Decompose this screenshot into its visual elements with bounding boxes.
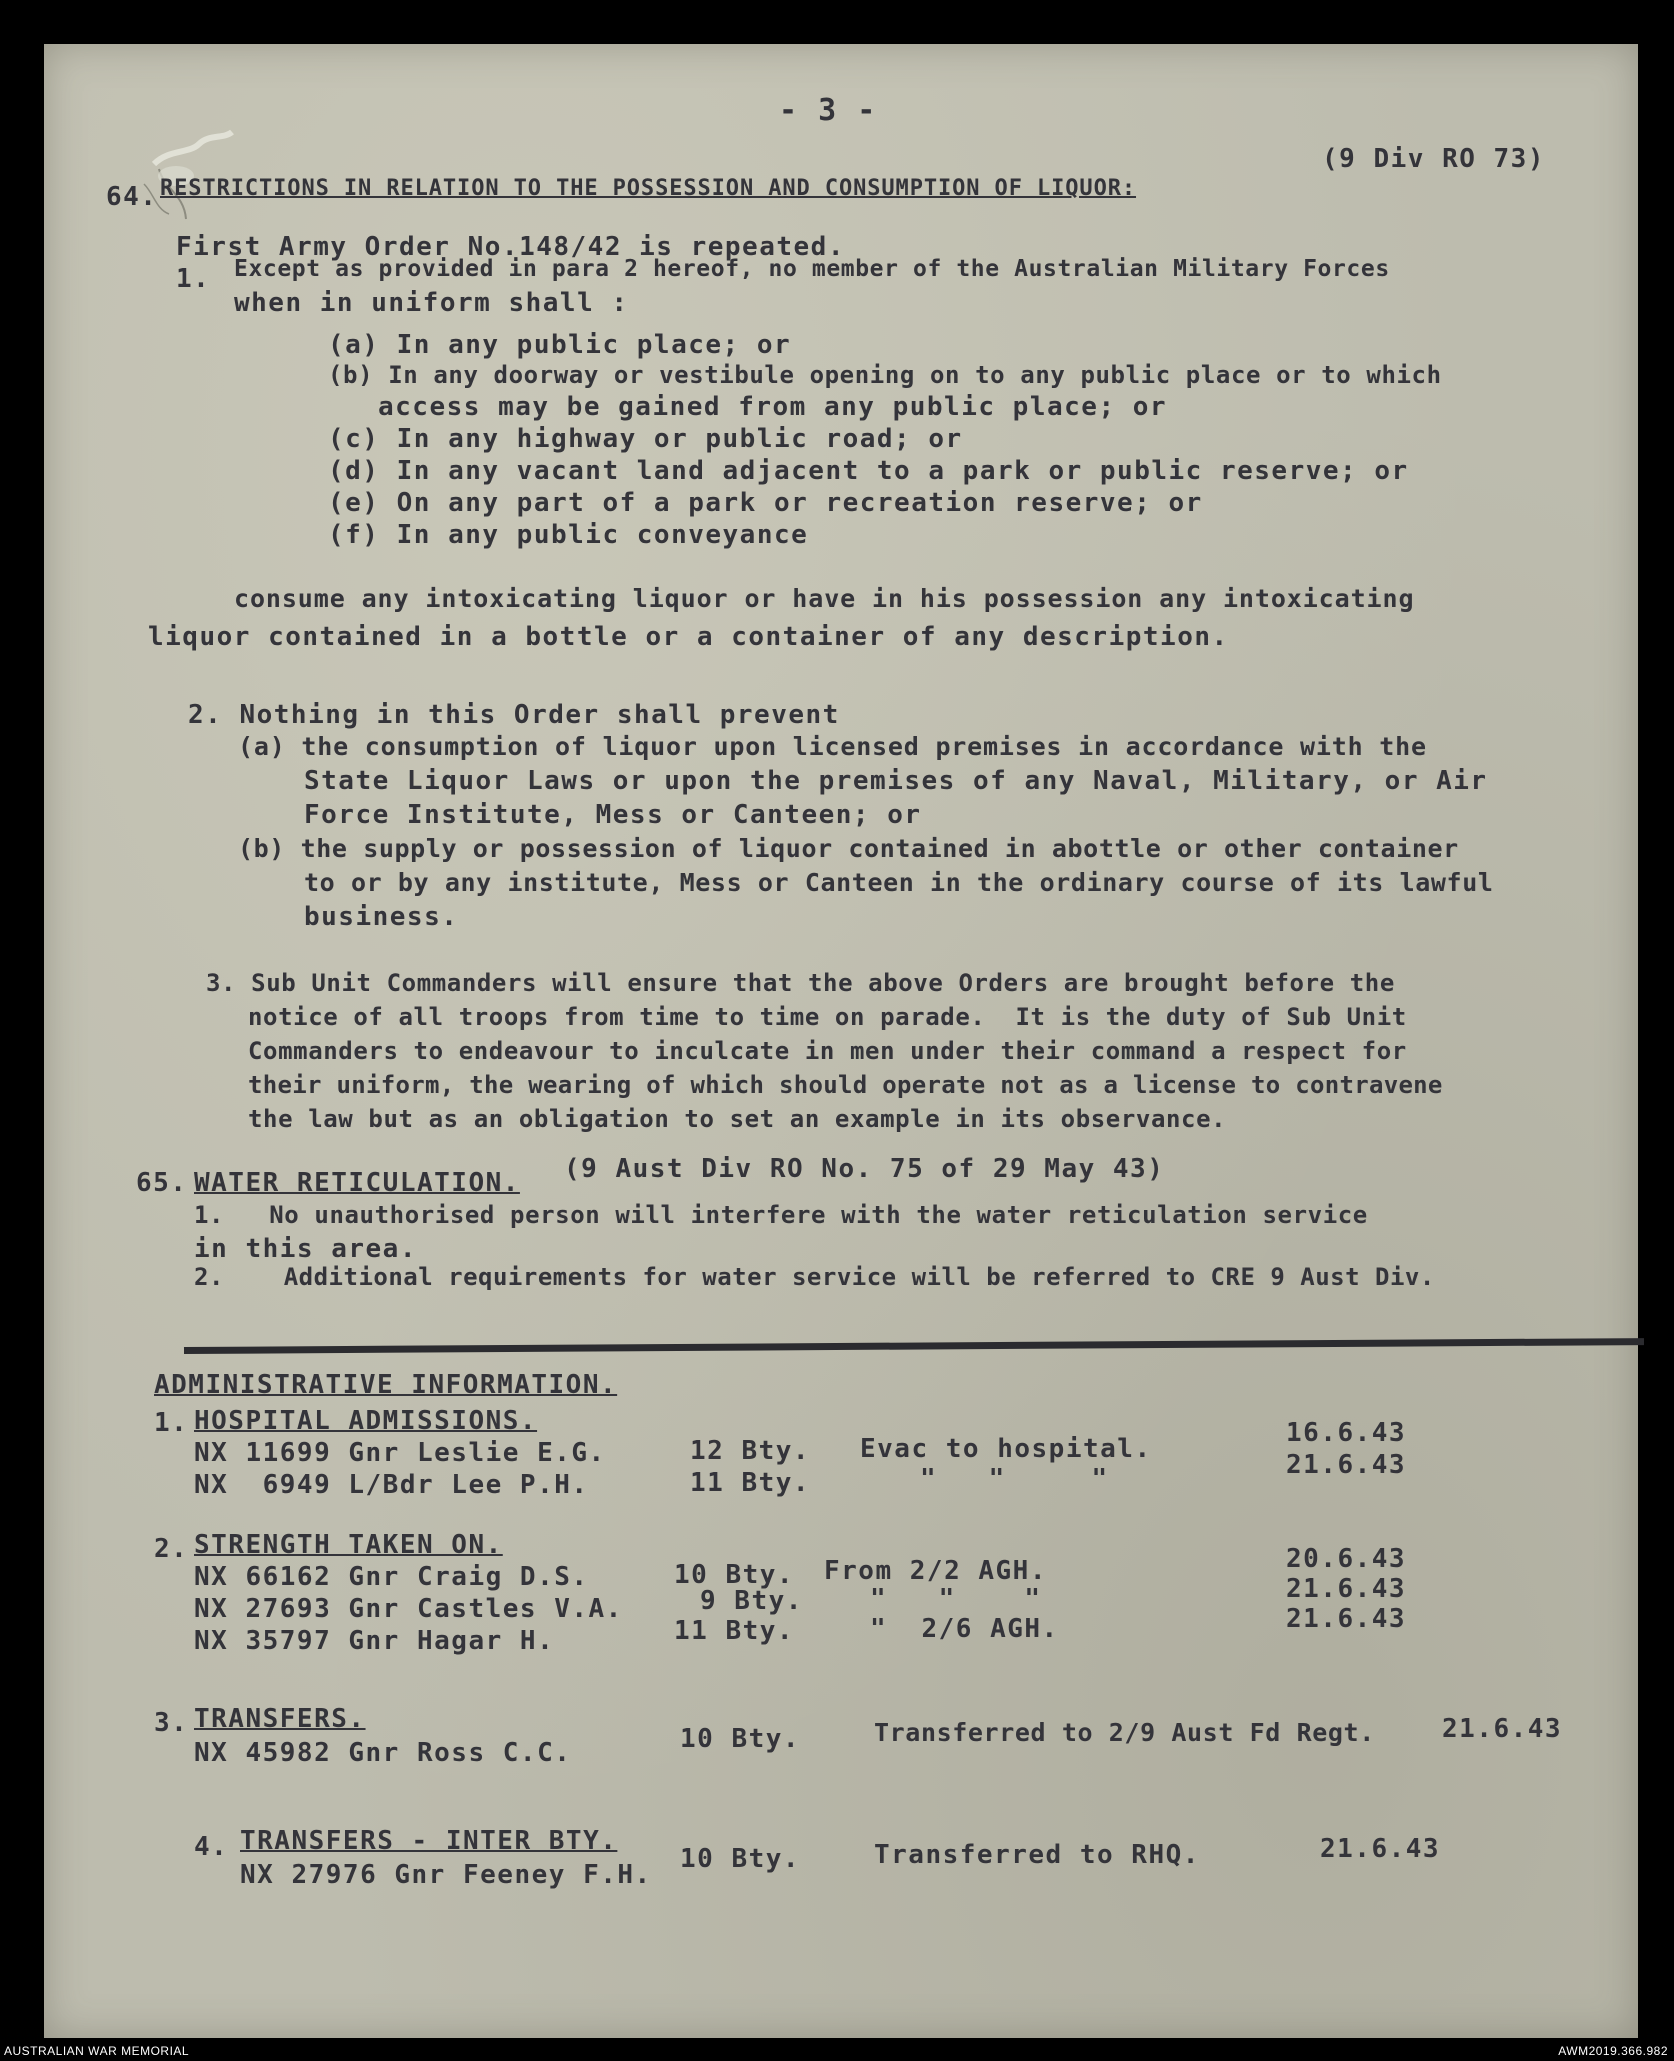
item-64-para2-b2: to or by any institute, Mess or Canteen in the ordinary course of its lawful — [304, 868, 1494, 897]
admin-s4-r0-name: NX 27976 Gnr Feeney F.H. — [240, 1860, 652, 1890]
item-64-para3-line4: their uniform, the wearing of which should operate not as a license to contravene — [248, 1071, 1443, 1099]
admin-s4-number: 4. — [194, 1832, 229, 1862]
document-page — [44, 44, 1638, 2038]
item-64-para1-number: 1. — [176, 264, 211, 294]
admin-s2-title: STRENGTH TAKEN ON. — [194, 1530, 503, 1560]
item-64-para3-line2: notice of all troops from time to time on parade. It is the duty of Sub Unit — [248, 1003, 1407, 1031]
item-64-intro: First Army Order No.148/42 is repeated. — [176, 232, 845, 262]
item-64-para2-b1: (b) the supply or possession of liquor contained in abottle or other container — [238, 834, 1459, 863]
admin-s2-r0-action: From 2/2 AGH. — [824, 1556, 1047, 1586]
admin-s1-number: 1. — [154, 1408, 189, 1438]
item-65-line3: 2. Additional requirements for water service will be referred to CRE 9 Aust Div. — [194, 1263, 1435, 1291]
admin-s1-r1-action: " " " — [920, 1464, 1109, 1494]
item-64-para2-a3: Force Institute, Mess or Canteen; or — [304, 800, 922, 830]
item-64-number: 64. — [106, 182, 158, 212]
item-65-number: 65. — [136, 1168, 188, 1198]
item-64-para2-heading: 2. Nothing in this Order shall prevent — [188, 700, 840, 730]
admin-s2-r1-name: NX 27693 Gnr Castles V.A. — [194, 1594, 623, 1624]
item-64-para2-a1: (a) the consumption of liquor upon licensed premises in accordance with the — [238, 732, 1427, 761]
item-65-line1: 1. No unauthorised person will interfere with the water reticulation service — [194, 1201, 1368, 1229]
admin-s3-number: 3. — [154, 1708, 189, 1738]
item-64-sub-f: (f) In any public conveyance — [328, 520, 809, 550]
admin-s4-r0-action: Transferred to RHQ. — [874, 1840, 1200, 1870]
item-64-sub-d: (d) In any vacant land adjacent to a park or public reserve; or — [328, 456, 1409, 486]
item-65-line2: in this area. — [194, 1234, 417, 1264]
admin-s3-r0-unit: 10 Bty. — [680, 1724, 801, 1754]
item-64-sub-a: (a) In any public place; or — [328, 330, 792, 360]
page-number: - 3 - — [779, 93, 877, 128]
section-divider — [184, 1338, 1644, 1354]
item-64-reference: (9 Div RO 73) — [1322, 144, 1545, 174]
admin-s4-r0-unit: 10 Bty. — [680, 1844, 801, 1874]
admin-s1-r1-unit: 11 Bty. — [690, 1468, 811, 1498]
admin-s2-r0-unit: 10 Bty. — [674, 1560, 795, 1590]
admin-s4-r0-date: 21.6.43 — [1320, 1834, 1441, 1864]
item-64-para2-b3: business. — [304, 902, 459, 932]
item-64-sub-b1: (b) In any doorway or vestibule opening on to any public place or to which — [328, 361, 1442, 389]
admin-s1-r1-date: 21.6.43 — [1286, 1450, 1407, 1480]
admin-s2-number: 2. — [154, 1534, 189, 1564]
admin-s2-r2-name: NX 35797 Gnr Hagar H. — [194, 1626, 555, 1656]
item-64-para1-line2: when in uniform shall : — [234, 288, 629, 318]
admin-s1-r0-date: 16.6.43 — [1286, 1418, 1407, 1448]
admin-s1-r0-action: Evac to hospital. — [860, 1434, 1152, 1464]
admin-s3-r0-date: 21.6.43 — [1442, 1714, 1563, 1744]
admin-s2-r0-date: 20.6.43 — [1286, 1544, 1407, 1574]
admin-s2-r1-date: 21.6.43 — [1286, 1574, 1407, 1604]
admin-s2-r2-action: " 2/6 AGH. — [870, 1614, 1059, 1644]
footer-accession-number: AWM2019.366.982 — [1558, 2044, 1668, 2058]
item-64-para3-line5: the law but as an obligation to set an example in its observance. — [248, 1105, 1227, 1133]
admin-s1-r0-unit: 12 Bty. — [690, 1436, 811, 1466]
admin-s3-title: TRANSFERS. — [194, 1704, 366, 1734]
item-64-para3-line1: 3. Sub Unit Commanders will ensure that the above Orders are brought before the — [206, 969, 1395, 997]
admin-s2-r2-unit: 11 Bty. — [674, 1616, 795, 1646]
item-65-heading: WATER RETICULATION. — [194, 1168, 520, 1198]
admin-s3-r0-action: Transferred to 2/9 Aust Fd Regt. — [874, 1718, 1375, 1747]
item-64-sub-e: (e) On any part of a park or recreation reserve; or — [328, 488, 1203, 518]
paper-damage-mark — [114, 94, 244, 244]
item-64-sub-c: (c) In any highway or public road; or — [328, 424, 963, 454]
admin-s2-r1-action: " " " — [870, 1584, 1042, 1614]
admin-s2-r2-date: 21.6.43 — [1286, 1604, 1407, 1634]
item-64-consume-line1: consume any intoxicating liquor or have in his possession any intoxicating — [234, 584, 1415, 613]
admin-s1-r0-name: NX 11699 Gnr Leslie E.G. — [194, 1438, 606, 1468]
admin-s2-r1-unit: 9 Bty. — [700, 1586, 803, 1616]
item-64-para3-line3: Commanders to endeavour to inculcate in men under their command a respect for — [248, 1037, 1407, 1065]
admin-s1-r1-name: NX 6949 L/Bdr Lee P.H. — [194, 1470, 589, 1500]
admin-s4-title: TRANSFERS - INTER BTY. — [240, 1826, 618, 1856]
admin-s2-r0-name: NX 66162 Gnr Craig D.S. — [194, 1562, 589, 1592]
item-64-sub-b2: access may be gained from any public place; or — [378, 392, 1168, 422]
admin-s1-title: HOSPITAL ADMISSIONS. — [194, 1406, 538, 1436]
item-65-reference: (9 Aust Div RO No. 75 of 29 May 43) — [564, 1154, 1165, 1184]
item-64-heading: RESTRICTIONS IN RELATION TO THE POSSESSION AND CONSUMPTION OF LIQUOR: — [160, 176, 1137, 201]
item-64-para2-a2: State Liquor Laws or upon the premises of any Naval, Military, or Air — [304, 766, 1488, 796]
admin-heading: ADMINISTRATIVE INFORMATION. — [154, 1370, 618, 1400]
admin-s3-r0-name: NX 45982 Gnr Ross C.C. — [194, 1738, 572, 1768]
item-64-consume-line2: liquor contained in a bottle or a container of any description. — [148, 622, 1229, 652]
item-64-para1-line1: Except as provided in para 2 hereof, no member of the Australian Military Forces — [234, 256, 1390, 282]
footer-institution: AUSTRALIAN WAR MEMORIAL — [4, 2044, 190, 2058]
